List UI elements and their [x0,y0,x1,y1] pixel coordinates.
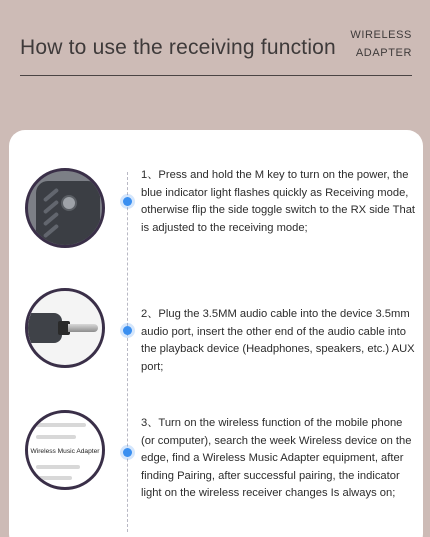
phone-list-row [36,435,76,439]
power-button [61,195,77,211]
timeline-line [127,172,128,532]
header [0,0,430,80]
adapter-port [28,313,62,343]
device-power-button-icon [25,168,105,248]
phone-bluetooth-list-icon [25,410,105,490]
step-2-text: 2、Plug the 3.5MM audio cable into the device 3.5mm audio port, insert the other end of the audio cable into the playback device (Headphones, speakers, etc.) AUX port; [141,308,415,373]
header-divider [20,75,412,76]
step-3-text: 3、Turn on the wireless function of the mobile phone (or computer), search the week Wireless device on the edge, find a Wireless Music Adapter equipment, after finding Pairing, after successful pairing, the indicator light on the wireless receiver changes Is always on; [141,417,412,500]
adapter-device [36,181,100,245]
step-1-text: 1、Press and hold the M key to turn on the power, the blue indicator light flashes quickly as Receiving mode, otherwise flip the side toggle switch to the RX side That is adjusted to the receiving mode; [141,169,416,234]
phone-list-row [36,423,86,427]
phone-device-label: Wireless Music Adapter [30,448,100,455]
timeline-dot-3 [123,448,132,457]
phone-list-row [36,465,80,469]
brand-line-2: ADAPTER [355,47,412,59]
brand-label [350,26,412,62]
brand-line-1: WIRELESS [350,29,412,41]
phone-list-row [36,476,72,480]
audio-cable-icon [25,288,105,368]
cable-plug-tip [68,324,98,332]
timeline-dot-1 [123,197,132,206]
page-title: How to use the receiving function [20,36,336,59]
timeline-dot-2 [123,326,132,335]
